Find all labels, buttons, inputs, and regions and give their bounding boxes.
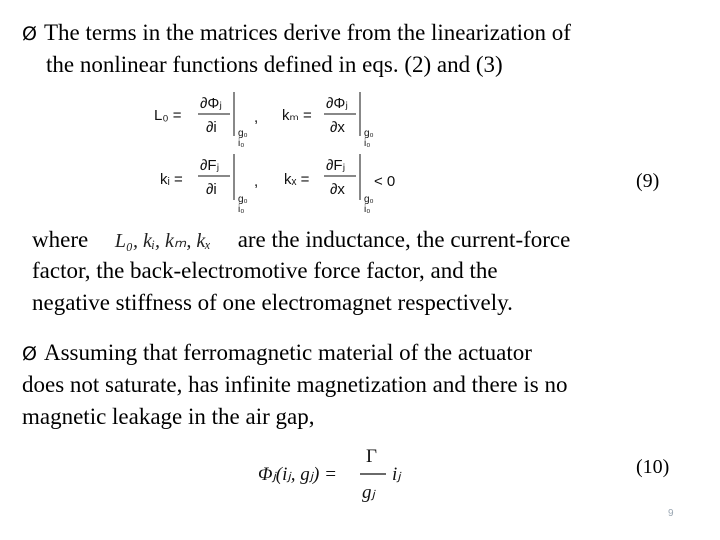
eq9-sep-1: , xyxy=(254,109,259,126)
equation-10-number: (10) xyxy=(636,456,670,478)
equation-9-number: (9) xyxy=(636,170,660,192)
eq10-tail: iⱼ xyxy=(392,464,401,485)
para2-symbols: L₀, kᵢ, kₘ, kₓ xyxy=(114,230,211,252)
para3-line1: Assuming that ferromagnetic material of the actuator xyxy=(44,340,532,365)
eq9-km-den: ∂x xyxy=(330,119,345,136)
para2-line2: factor, the back-electromotive force factor, and the xyxy=(32,258,498,283)
para1-line2: the nonlinear functions defined in eqs. (2) and (3) xyxy=(46,52,503,77)
eq9-kx-sub-i: i₀ xyxy=(364,204,371,215)
eq9-km-sub-g: g₀ xyxy=(364,128,374,139)
eq9-kx-sub-g: g₀ xyxy=(364,194,374,205)
bullet-line-1 xyxy=(22,18,571,49)
para1-line1: The terms in the matrices derive from the linearization of xyxy=(44,20,571,45)
eq9-kx-tail: < 0 xyxy=(374,173,396,190)
page-number: 9 xyxy=(668,508,674,519)
eq9-sep-2: , xyxy=(254,173,259,190)
eq9-ki-den: ∂i xyxy=(206,181,217,198)
eq9-l0-num: ∂Φⱼ xyxy=(200,95,223,112)
para3-line2: does not saturate, has infinite magnetization and there is no xyxy=(22,372,568,397)
eq9-kx-num: ∂Fⱼ xyxy=(326,157,346,174)
eq9-l0-den: ∂i xyxy=(206,119,217,136)
eq10-den: gⱼ xyxy=(362,482,375,503)
eq9-kx-lhs: kₓ = xyxy=(284,171,310,188)
equation-10 xyxy=(256,440,426,512)
equation-9 xyxy=(150,90,420,220)
eq9-ki-num: ∂Fⱼ xyxy=(200,157,220,174)
bullet-arrow-icon: Ø xyxy=(22,23,37,45)
bullet-line-2 xyxy=(22,338,532,369)
eq9-ki-sub-g: g₀ xyxy=(238,194,248,205)
eq9-l0-sub-g: g₀ xyxy=(238,128,248,139)
para2-line1-rest: are the inductance, the current-force xyxy=(237,227,571,252)
para2-where: where xyxy=(32,227,89,252)
eq9-kx-den: ∂x xyxy=(330,181,345,198)
para2-line3: negative stiffness of one electromagnet respectively. xyxy=(32,290,513,315)
eq9-ki-lhs: kᵢ = xyxy=(160,171,183,188)
eq9-km-lhs: kₘ = xyxy=(282,107,312,124)
para2-line1 xyxy=(32,225,570,256)
eq9-l0-lhs: L₀ = xyxy=(154,107,182,124)
eq9-km-num: ∂Φⱼ xyxy=(326,95,349,112)
eq10-num: Γ xyxy=(366,446,377,467)
eq10-lhs: Φⱼ(iⱼ, gⱼ) = xyxy=(258,464,337,485)
eq9-l0-sub-i: i₀ xyxy=(238,138,245,149)
bullet-arrow-icon: Ø xyxy=(22,343,37,365)
eq9-km-sub-i: i₀ xyxy=(364,138,371,149)
para3-line3: magnetic leakage in the air gap, xyxy=(22,404,315,429)
eq9-ki-sub-i: i₀ xyxy=(238,204,245,215)
